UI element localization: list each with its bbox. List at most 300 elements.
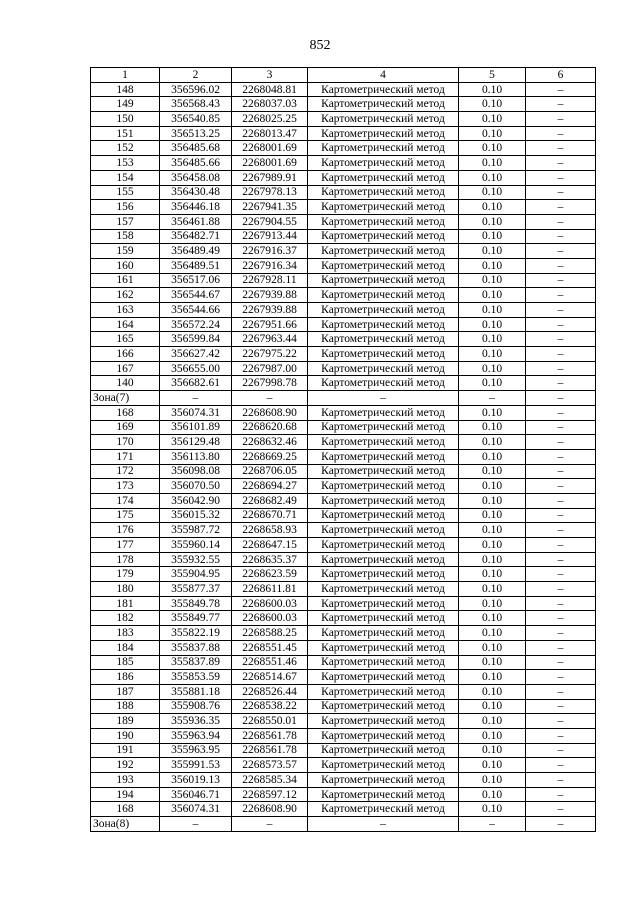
table-cell: 2268600.03 xyxy=(232,611,308,626)
table-cell: 0.10 xyxy=(459,244,526,259)
table-cell: Зона(7) xyxy=(91,391,160,406)
table-cell: – xyxy=(526,200,596,215)
table-cell: – xyxy=(526,405,596,420)
table-cell: – xyxy=(526,567,596,582)
table-cell: 0.10 xyxy=(459,449,526,464)
table-cell: 0.10 xyxy=(459,567,526,582)
table-cell: 2268694.27 xyxy=(232,479,308,494)
table-cell: 168 xyxy=(91,802,160,817)
table-cell: 183 xyxy=(91,626,160,641)
table-cell: – xyxy=(526,479,596,494)
table-row xyxy=(91,684,596,699)
table-cell: – xyxy=(526,552,596,567)
table-row xyxy=(91,170,596,185)
table-cell: 185 xyxy=(91,655,160,670)
table-cell: 356517.06 xyxy=(160,273,232,288)
table-row xyxy=(91,258,596,273)
table-cell: – xyxy=(526,376,596,391)
table-cell: Картометрический метод xyxy=(308,508,459,523)
table-cell: 0.10 xyxy=(459,611,526,626)
table-cell: 356098.08 xyxy=(160,464,232,479)
table-cell: 0.10 xyxy=(459,758,526,773)
table-cell: 182 xyxy=(91,611,160,626)
table-cell: – xyxy=(526,288,596,303)
table-row xyxy=(91,523,596,538)
table-cell: 2268514.67 xyxy=(232,670,308,685)
table-cell: – xyxy=(526,420,596,435)
table-cell: 2267989.91 xyxy=(232,170,308,185)
table-cell: – xyxy=(526,170,596,185)
table-cell: – xyxy=(526,787,596,802)
table-cell: 171 xyxy=(91,449,160,464)
table-cell: Картометрический метод xyxy=(308,728,459,743)
table-cell: 160 xyxy=(91,258,160,273)
table-cell: 191 xyxy=(91,743,160,758)
table-cell: Картометрический метод xyxy=(308,288,459,303)
table-cell: 2267916.34 xyxy=(232,258,308,273)
table-cell: 0.10 xyxy=(459,684,526,699)
table-row xyxy=(91,464,596,479)
table-row xyxy=(91,273,596,288)
table-cell: – xyxy=(526,229,596,244)
table-cell: – xyxy=(160,391,232,406)
table-cell: 0.10 xyxy=(459,640,526,655)
table-cell: 0.10 xyxy=(459,303,526,318)
table-cell: Картометрический метод xyxy=(308,126,459,141)
table-cell: 355822.19 xyxy=(160,626,232,641)
table-row xyxy=(91,391,596,406)
table-cell: Картометрический метод xyxy=(308,185,459,200)
table-cell: Картометрический метод xyxy=(308,567,459,582)
table-cell: 151 xyxy=(91,126,160,141)
table-row xyxy=(91,552,596,567)
table-cell: – xyxy=(308,391,459,406)
table-cell: – xyxy=(160,817,232,832)
table-cell: 188 xyxy=(91,699,160,714)
table-cell: Картометрический метод xyxy=(308,626,459,641)
table-cell: Картометрический метод xyxy=(308,97,459,112)
table-cell: – xyxy=(526,670,596,685)
table-cell: 355960.14 xyxy=(160,538,232,553)
table-cell: – xyxy=(526,449,596,464)
table-cell: 2268551.46 xyxy=(232,655,308,670)
column-header: 6 xyxy=(526,68,596,83)
table-row xyxy=(91,802,596,817)
table-cell: – xyxy=(526,214,596,229)
column-header: 3 xyxy=(232,68,308,83)
table-cell: 2268037.03 xyxy=(232,97,308,112)
table-cell: – xyxy=(526,684,596,699)
table-cell: 355987.72 xyxy=(160,523,232,538)
table-cell: Картометрический метод xyxy=(308,523,459,538)
table-cell: 356042.90 xyxy=(160,493,232,508)
table-row xyxy=(91,405,596,420)
table-cell: 0.10 xyxy=(459,699,526,714)
table-cell: 356074.31 xyxy=(160,405,232,420)
table-cell: Зона(8) xyxy=(91,817,160,832)
table-cell: Картометрический метод xyxy=(308,699,459,714)
table-cell: 149 xyxy=(91,97,160,112)
table-cell: 355932.55 xyxy=(160,552,232,567)
table-cell: 0.10 xyxy=(459,156,526,171)
table-cell: Картометрический метод xyxy=(308,611,459,626)
column-header: 4 xyxy=(308,68,459,83)
table-cell: 187 xyxy=(91,684,160,699)
table-cell: 192 xyxy=(91,758,160,773)
table-cell: – xyxy=(526,185,596,200)
table-cell: 2268669.25 xyxy=(232,449,308,464)
table-cell: 356101.89 xyxy=(160,420,232,435)
table-cell: 356430.48 xyxy=(160,185,232,200)
table-cell: 0.10 xyxy=(459,523,526,538)
table-cell: 0.10 xyxy=(459,435,526,450)
column-header: 1 xyxy=(91,68,160,83)
table-cell: 356596.02 xyxy=(160,82,232,97)
table-cell: 189 xyxy=(91,714,160,729)
table-cell: Картометрический метод xyxy=(308,743,459,758)
table-cell: Картометрический метод xyxy=(308,684,459,699)
table-cell: 2268561.78 xyxy=(232,743,308,758)
table-cell: 0.10 xyxy=(459,288,526,303)
table-cell: 356540.85 xyxy=(160,112,232,127)
table-cell: – xyxy=(526,758,596,773)
table-cell: Картометрический метод xyxy=(308,82,459,97)
table-cell: 2267939.88 xyxy=(232,303,308,318)
table-cell: 355837.88 xyxy=(160,640,232,655)
table-cell: Картометрический метод xyxy=(308,332,459,347)
table-cell: 0.10 xyxy=(459,670,526,685)
table-row xyxy=(91,288,596,303)
table-row xyxy=(91,582,596,597)
table-cell: 2267975.22 xyxy=(232,347,308,362)
table-cell: Картометрический метод xyxy=(308,802,459,817)
table-cell: 0.10 xyxy=(459,728,526,743)
table-cell: 181 xyxy=(91,596,160,611)
table-header-row xyxy=(91,68,596,83)
table-row xyxy=(91,332,596,347)
table-body xyxy=(91,82,596,831)
table-cell: 2268526.44 xyxy=(232,684,308,699)
table-cell: 155 xyxy=(91,185,160,200)
table-cell: – xyxy=(526,273,596,288)
table-cell: 356682.61 xyxy=(160,376,232,391)
table-row xyxy=(91,347,596,362)
table-cell: 356129.48 xyxy=(160,435,232,450)
table-cell: Картометрический метод xyxy=(308,405,459,420)
table-row xyxy=(91,538,596,553)
table-cell: 0.10 xyxy=(459,538,526,553)
table-cell: 2268611.81 xyxy=(232,582,308,597)
table-cell: 2268001.69 xyxy=(232,141,308,156)
table-row xyxy=(91,699,596,714)
table-cell: 148 xyxy=(91,82,160,97)
table-cell: 175 xyxy=(91,508,160,523)
table-row xyxy=(91,670,596,685)
table-cell: Картометрический метод xyxy=(308,303,459,318)
table-cell: 2268573.57 xyxy=(232,758,308,773)
table-cell: – xyxy=(526,112,596,127)
table-cell: 194 xyxy=(91,787,160,802)
table-cell: 0.10 xyxy=(459,464,526,479)
table-cell: 190 xyxy=(91,728,160,743)
table-cell: 0.10 xyxy=(459,508,526,523)
table-cell: Картометрический метод xyxy=(308,229,459,244)
table-row xyxy=(91,303,596,318)
table-row xyxy=(91,508,596,523)
table-row xyxy=(91,185,596,200)
table-cell: 0.10 xyxy=(459,200,526,215)
table-cell: 174 xyxy=(91,493,160,508)
table-cell: 170 xyxy=(91,435,160,450)
table-cell: – xyxy=(526,773,596,788)
table-cell: 356599.84 xyxy=(160,332,232,347)
table-row xyxy=(91,743,596,758)
table-cell: 355849.77 xyxy=(160,611,232,626)
table-cell: 356019.13 xyxy=(160,773,232,788)
table-cell: – xyxy=(526,156,596,171)
table-cell: – xyxy=(526,523,596,538)
table-cell: Картометрический метод xyxy=(308,479,459,494)
table-cell: 2267913.44 xyxy=(232,229,308,244)
table-row xyxy=(91,479,596,494)
table-cell: 356489.49 xyxy=(160,244,232,259)
table-cell: 167 xyxy=(91,361,160,376)
table-cell: 356070.50 xyxy=(160,479,232,494)
table-cell: 2268623.59 xyxy=(232,567,308,582)
table-cell: 355908.76 xyxy=(160,699,232,714)
table-cell: 0.10 xyxy=(459,626,526,641)
table-cell: 2267998.78 xyxy=(232,376,308,391)
table-cell: 356461.88 xyxy=(160,214,232,229)
table-cell: 356485.66 xyxy=(160,156,232,171)
table-cell: 2267987.00 xyxy=(232,361,308,376)
table-row xyxy=(91,449,596,464)
table-cell: – xyxy=(232,817,308,832)
table-row xyxy=(91,611,596,626)
table-cell: – xyxy=(459,817,526,832)
table-cell: 0.10 xyxy=(459,273,526,288)
table-cell: 0.10 xyxy=(459,97,526,112)
table-cell: 356513.25 xyxy=(160,126,232,141)
table-cell: Картометрический метод xyxy=(308,758,459,773)
table-row xyxy=(91,787,596,802)
table-cell: 356544.66 xyxy=(160,303,232,318)
table-cell: – xyxy=(526,317,596,332)
table-cell: 172 xyxy=(91,464,160,479)
table-cell: Картометрический метод xyxy=(308,552,459,567)
table-cell: 2267939.88 xyxy=(232,288,308,303)
table-cell: 355963.94 xyxy=(160,728,232,743)
table-cell: 356046.71 xyxy=(160,787,232,802)
table-cell: 0.10 xyxy=(459,655,526,670)
table-cell: 178 xyxy=(91,552,160,567)
table-cell: 2268025.25 xyxy=(232,112,308,127)
table-cell: 356627.42 xyxy=(160,347,232,362)
table-cell: – xyxy=(526,464,596,479)
table-row xyxy=(91,244,596,259)
table-cell: 2268538.22 xyxy=(232,699,308,714)
table-cell: 0.10 xyxy=(459,170,526,185)
table-cell: 2268551.45 xyxy=(232,640,308,655)
table-cell: 356458.08 xyxy=(160,170,232,185)
table-cell: 355991.53 xyxy=(160,758,232,773)
table-cell: 356446.18 xyxy=(160,200,232,215)
table-cell: – xyxy=(526,611,596,626)
table-cell: 2268048.81 xyxy=(232,82,308,97)
table-cell: Картометрический метод xyxy=(308,670,459,685)
table-cell: – xyxy=(526,817,596,832)
table-cell: 2267978.13 xyxy=(232,185,308,200)
table-cell: 356113.80 xyxy=(160,449,232,464)
table-cell: 173 xyxy=(91,479,160,494)
table-cell: Картометрический метод xyxy=(308,582,459,597)
table-cell: 0.10 xyxy=(459,258,526,273)
table-cell: 0.10 xyxy=(459,552,526,567)
coordinates-table xyxy=(90,67,596,832)
table-cell: 153 xyxy=(91,156,160,171)
table-cell: 356074.31 xyxy=(160,802,232,817)
table-cell: – xyxy=(232,391,308,406)
table-cell: – xyxy=(459,391,526,406)
table-cell: 157 xyxy=(91,214,160,229)
table-cell: 162 xyxy=(91,288,160,303)
table-cell: 0.10 xyxy=(459,714,526,729)
table-cell: 355877.37 xyxy=(160,582,232,597)
table-cell: 356485.68 xyxy=(160,141,232,156)
table-row xyxy=(91,112,596,127)
table-cell: 2267904.55 xyxy=(232,214,308,229)
table-cell: 169 xyxy=(91,420,160,435)
table-row xyxy=(91,214,596,229)
table-cell: 158 xyxy=(91,229,160,244)
table-cell: 152 xyxy=(91,141,160,156)
table-cell: Картометрический метод xyxy=(308,156,459,171)
table-row xyxy=(91,82,596,97)
table-cell: 355904.95 xyxy=(160,567,232,582)
table-cell: Картометрический метод xyxy=(308,200,459,215)
table-cell: 0.10 xyxy=(459,214,526,229)
table-cell: 156 xyxy=(91,200,160,215)
table-row xyxy=(91,655,596,670)
table-cell: Картометрический метод xyxy=(308,214,459,229)
table-cell: 2268597.12 xyxy=(232,787,308,802)
table-cell: 0.10 xyxy=(459,802,526,817)
table-row xyxy=(91,156,596,171)
table-cell: – xyxy=(526,244,596,259)
table-cell: 2268001.69 xyxy=(232,156,308,171)
table-row xyxy=(91,728,596,743)
table-cell: 0.10 xyxy=(459,332,526,347)
page-number: 852 xyxy=(309,38,331,53)
table-cell: – xyxy=(526,596,596,611)
table-cell: Картометрический метод xyxy=(308,787,459,802)
table-cell: Картометрический метод xyxy=(308,435,459,450)
table-cell: 193 xyxy=(91,773,160,788)
table-cell: 0.10 xyxy=(459,229,526,244)
table-cell: 356544.67 xyxy=(160,288,232,303)
table-cell: – xyxy=(526,640,596,655)
table-cell: – xyxy=(526,82,596,97)
table-cell: 2268550.01 xyxy=(232,714,308,729)
table-cell: 0.10 xyxy=(459,479,526,494)
table-cell: – xyxy=(526,258,596,273)
table-cell: 2268585.34 xyxy=(232,773,308,788)
table-cell: 168 xyxy=(91,405,160,420)
table-cell: 2267941.35 xyxy=(232,200,308,215)
table-cell: – xyxy=(526,435,596,450)
table-cell: 176 xyxy=(91,523,160,538)
table-cell: 356655.00 xyxy=(160,361,232,376)
table-cell: 0.10 xyxy=(459,141,526,156)
table-cell: 2267951.66 xyxy=(232,317,308,332)
table-cell: 0.10 xyxy=(459,347,526,362)
table-cell: Картометрический метод xyxy=(308,112,459,127)
table-row xyxy=(91,97,596,112)
table-cell: 356489.51 xyxy=(160,258,232,273)
table-cell: 355849.78 xyxy=(160,596,232,611)
table-cell: Картометрический метод xyxy=(308,317,459,332)
table-row xyxy=(91,817,596,832)
table-row xyxy=(91,376,596,391)
table-cell: Картометрический метод xyxy=(308,141,459,156)
table-cell: – xyxy=(526,391,596,406)
table-cell: Картометрический метод xyxy=(308,420,459,435)
table-cell: Картометрический метод xyxy=(308,258,459,273)
table-cell: 2268647.15 xyxy=(232,538,308,553)
table-cell: – xyxy=(526,626,596,641)
table-cell: – xyxy=(526,493,596,508)
table-cell: 163 xyxy=(91,303,160,318)
table-row xyxy=(91,317,596,332)
table-cell: 355853.59 xyxy=(160,670,232,685)
table-cell: 2267928.11 xyxy=(232,273,308,288)
table-cell: Картометрический метод xyxy=(308,596,459,611)
table-cell: 356572.24 xyxy=(160,317,232,332)
table-cell: 2267963.44 xyxy=(232,332,308,347)
table-cell: 2268682.49 xyxy=(232,493,308,508)
table-cell: – xyxy=(526,347,596,362)
table-cell: – xyxy=(526,655,596,670)
table-row xyxy=(91,773,596,788)
table-cell: 0.10 xyxy=(459,82,526,97)
table-cell: 356482.71 xyxy=(160,229,232,244)
table-cell: – xyxy=(526,743,596,758)
table-cell: 356568.43 xyxy=(160,97,232,112)
table-row xyxy=(91,200,596,215)
table-cell: 179 xyxy=(91,567,160,582)
table-cell: 0.10 xyxy=(459,405,526,420)
table-cell: – xyxy=(526,728,596,743)
table-cell: – xyxy=(308,817,459,832)
table-cell: 164 xyxy=(91,317,160,332)
table-cell: – xyxy=(526,802,596,817)
table-cell: 2268620.68 xyxy=(232,420,308,435)
table-cell: 0.10 xyxy=(459,317,526,332)
table-cell: Картометрический метод xyxy=(308,714,459,729)
table-cell: 2267916.37 xyxy=(232,244,308,259)
table-cell: Картометрический метод xyxy=(308,464,459,479)
table-cell: Картометрический метод xyxy=(308,273,459,288)
table-cell: 355837.89 xyxy=(160,655,232,670)
table-cell: 166 xyxy=(91,347,160,362)
table-cell: 0.10 xyxy=(459,185,526,200)
table-cell: – xyxy=(526,361,596,376)
table-cell: – xyxy=(526,332,596,347)
table-cell: 0.10 xyxy=(459,420,526,435)
table-row xyxy=(91,420,596,435)
table-row xyxy=(91,758,596,773)
table-cell: 0.10 xyxy=(459,361,526,376)
